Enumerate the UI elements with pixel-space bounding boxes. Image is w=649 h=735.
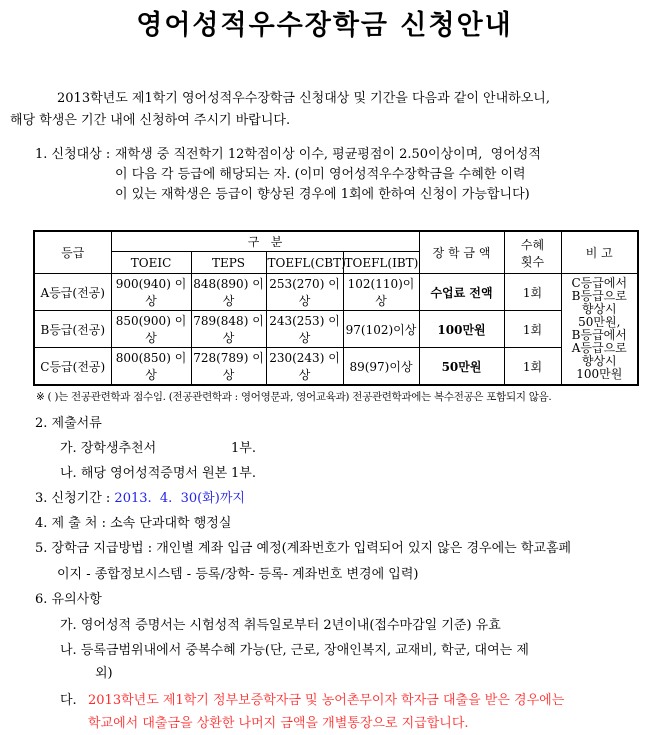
intro-line-2: 해당 학생은 기간 내에 신청하여 주시기 바랍니다. (10, 113, 291, 128)
section6-item-c (60, 689, 649, 735)
section6-item-c-label: 다. (60, 693, 77, 708)
col-header-division: 구 분 (111, 231, 419, 252)
table-cell-grade: C등급(전공) (34, 348, 111, 386)
col-header-teps: TEPS (191, 252, 266, 274)
table-cell-grade: A등급(전공) (34, 274, 111, 311)
table-cell-amount: 수업료 전액 (419, 274, 504, 311)
table-cell-toefl-cbt: 243(253) 이상 (266, 311, 343, 348)
col-header-note: 비 고 (561, 231, 638, 274)
col-header-benefit-count (504, 231, 561, 274)
table-cell-toefl-ibt: 102(110)이상 (343, 274, 419, 311)
section-submission-place: 4. 제 출 처 : 소속 단과대학 행정실 (35, 516, 232, 531)
section2-item-b (60, 461, 649, 486)
table-row-grade-a (34, 274, 638, 311)
section3-deadline-value: 2013. 4. 30(화)까지 (114, 491, 245, 506)
scholarship-notice-document (0, 8, 649, 729)
table-cell-toefl-cbt: 253(270) 이상 (266, 274, 343, 311)
table-cell-amount: 50만원 (419, 348, 504, 386)
table-row-grade-c (34, 348, 638, 386)
intro-paragraph (0, 88, 649, 132)
table-cell-grade: B등급(전공) (34, 311, 111, 348)
section6-item-b-line-2: 외) (95, 666, 113, 681)
section6-item-c-line-1: 2013학년도 제1학기 정부보증학자금 및 농어촌무이자 학자금 대출을 받은 경우에는 (88, 693, 565, 708)
section2-title: 2. 제출서류 (35, 416, 102, 431)
table-cell-toeic: 800(850) 이상 (111, 348, 191, 386)
section1-line-1: 재학생 중 직전학기 12학점이상 이수, 평균평점이 2.50이상이며, 영어성적 (115, 147, 541, 162)
table-row-grade-b (34, 311, 638, 348)
table-cell-note: C등급에서 B등급으로 향상시 50만원, B등급에서 A등급으로 향상시 100만원 (561, 274, 638, 386)
section-payment-method-line-1: 5. 장학금 지급방법 : 개인별 계좌 입금 예정(계좌번호가 입력되어 있지 않은 경우에는 학교홈페 (35, 541, 572, 556)
section2-item-b-label: 나. 해당 영어성적증명서 원본 (60, 466, 228, 481)
col-header-toeic: TOEIC (111, 252, 191, 274)
table-cell-toeic: 900(940) 이상 (111, 274, 191, 311)
section6-item-a: 가. 영어성적 증명서는 시험성적 취득일로부터 2년이내(접수마감일 기준) 유효 (60, 618, 501, 633)
col-header-grade: 등급 (34, 231, 111, 274)
section2-item-b-count: 1부. (231, 466, 256, 481)
table-cell-toefl-ibt: 97(102)이상 (343, 311, 419, 348)
grade-criteria-table (33, 230, 639, 386)
col-header-amount: 장 학 금 액 (419, 231, 504, 274)
table-cell-count: 1회 (504, 348, 561, 386)
section2-item-a (60, 436, 649, 461)
section-required-documents (35, 411, 649, 436)
section2-item-a-count: 1부. (231, 441, 256, 456)
section6-item-c-line-2: 학교에서 대출금을 상환한 나머지 금액을 개별통장으로 지급합니다. (88, 716, 469, 731)
table-cell-teps: 789(848) 이상 (191, 311, 266, 348)
table-cell-toefl-cbt: 230(243) 이상 (266, 348, 343, 386)
section1-line-3: 이 있는 재학생은 등급이 향상된 경우에 1회에 한하여 신청이 가능합니다) (115, 187, 530, 202)
table-cell-count: 1회 (504, 274, 561, 311)
section1-label: 1. 신청대상 : (35, 147, 111, 162)
table-cell-count: 1회 (504, 311, 561, 348)
section2-item-a-label: 가. 장학생추천서 (60, 441, 157, 456)
col-header-toefl-ibt: TOEFL(IBT) (343, 252, 419, 274)
section1-body (115, 145, 541, 205)
section-payment-method-line-2: 이지 - 종합정보시스템 - 등록/장학- 등록- 계좌번호 변경에 입력) (57, 567, 419, 582)
benefit-count-line2: 횟수 (520, 254, 545, 269)
section-application-target (35, 145, 649, 205)
table-cell-teps: 848(890) 이상 (191, 274, 266, 311)
table-cell-toeic: 850(900) 이상 (111, 311, 191, 348)
section1-line-2: 이 다음 각 등급에 해당되는 자. (이미 영어성적우수장학금을 수혜한 이력 (115, 167, 526, 182)
section3-label: 3. 신청기간 : (35, 491, 115, 506)
intro-line-1: 2013학년도 제1학기 영어성적우수장학금 신청대상 및 기간을 다음과 같이 안내하오니, (57, 91, 550, 106)
section6-item-b-line-1: 나. 등록금범위내에서 중복수혜 가능(단, 근로, 장애인복지, 교재비, 학군, 대여는 제 (60, 643, 529, 658)
col-header-toefl-cbt: TOEFL(CBT) (266, 252, 343, 274)
section-application-period (35, 486, 649, 511)
table-footnote: ※ ( )는 전공관련학과 점수임. (전공관련학과 : 영어영문과, 영어교육과) 전공관련학과에는 복수전공은 포함되지 않음. (36, 391, 552, 403)
table-cell-amount: 100만원 (419, 311, 504, 348)
table-cell-teps: 728(789) 이상 (191, 348, 266, 386)
section-notes-title: 6. 유의사항 (35, 592, 102, 607)
section6-item-b (60, 639, 649, 685)
page-title: 영어성적우수장학금 신청안내 (136, 10, 513, 41)
benefit-count-line1: 수혜 (520, 237, 545, 252)
table-cell-toefl-ibt: 89(97)이상 (343, 348, 419, 386)
